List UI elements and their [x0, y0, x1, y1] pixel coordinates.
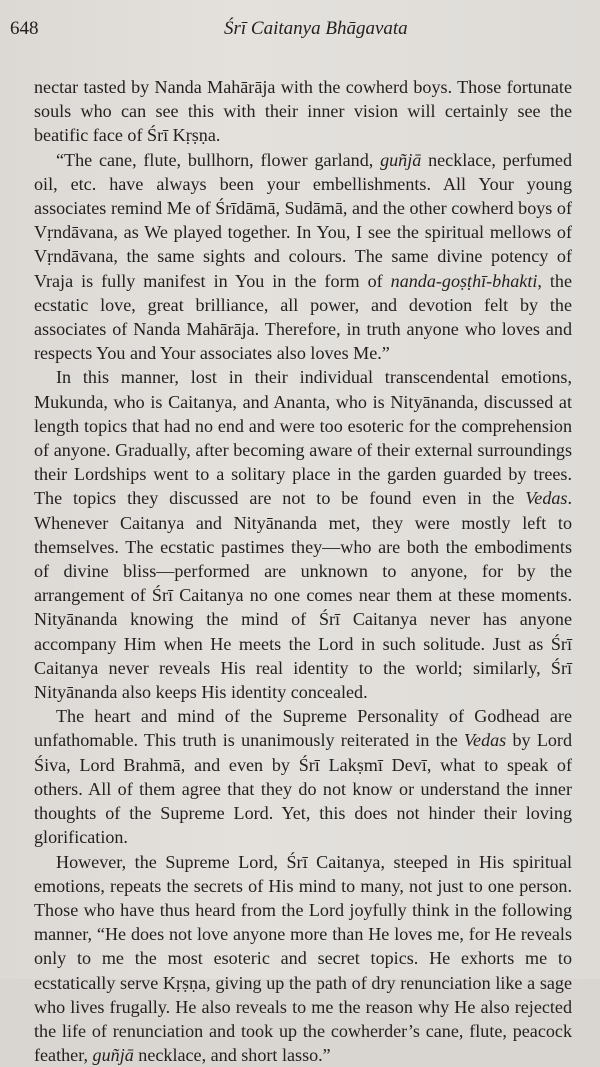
- text-run: The heart and mind of the Supreme Personality of Godhead are unfathomable. This truth is unanimously reiterated in the: [34, 706, 572, 750]
- paragraph: [34, 704, 572, 849]
- italic-term: Vedas: [464, 730, 506, 750]
- text-run: necklace, perfumed oil, etc. have always been your embellishments. All Your young associates remind Me of Śrīdāmā, Sudāmā, and the other cowherd boys of Vṛndāvana, as We played together. In You, I see the spiritual mellows of Vṛndāvana, the same sights and colours. The same divine potency of Vraja is fully manifest in You in the form of: [34, 150, 572, 291]
- text-run: However, the Supreme Lord, Śrī Caitanya, steeped in His spiritual emotions, repeats the secrets of His mind to many, not just to one person. Those who have thus heard from the Lord joyfully think in the following manner, “He does not love anyone more than He loves me, for He reveals only to me the most esoteric and secret topics. He exhorts me to ecstatically serve Kṛṣṇa, giving up the path of dry renunciation like a sage who lives frugally. He also reveals to me the reason why He also rejected the life of renunciation and took up the cowherder’s cane, flute, peacock feather,: [34, 852, 572, 1066]
- paragraph: [34, 75, 572, 148]
- text-run: by Lord Śiva, Lord Brahmā, and even by Śrī Lakṣmī Devī, what to speak of others. All of them agree that they do not know or understand the inner thoughts of the Supreme Lord. Yet, this does not hinder their loving glorification.: [34, 730, 572, 847]
- text-run: , the ecstatic love, great brilliance, all power, and devotion felt by the associates of Nanda Mahārāja. Therefore, in truth anyone who loves and respects You and Your associates also loves Me.”: [34, 271, 572, 364]
- page-number: 648: [10, 18, 39, 40]
- italic-term: guñjā: [380, 150, 421, 170]
- italic-term: nanda-goṣṭhī-bhakti: [391, 271, 538, 291]
- text-run: . Whenever Caitanya and Nityānanda met, they were mostly left to themselves. The ecstatic pastimes they—who are both the embodiments of divine bliss—performed are unknown to anyone, for by the arrangement of Śrī Caitanya no one comes near them at these moments. Nityānanda knowing the mind of Śrī Caitanya never has anyone accompany Him when He meets the Lord in such solitude. Just as Śrī Caitanya never reveals His real identity to the world; similarly, Śrī Nityānanda also keeps His identity concealed.: [34, 488, 572, 702]
- text-run: nectar tasted by Nanda Mahārāja with the cowherd boys. Those fortunate souls who can see this with their inner vision will certainly see the beatific face of Śrī Kṛṣṇa.: [34, 77, 572, 145]
- page-header: [10, 18, 582, 44]
- italic-term: Vedas: [525, 488, 567, 508]
- text-run: necklace, and short lasso.”: [134, 1045, 331, 1065]
- text-run: In this manner, lost in their individual transcendental emotions, Mukunda, who is Caitanya, and Ananta, who is Nityānanda, discussed at length topics that had no end and were too esoteric for the comprehension of anyone. Gradually, after becoming aware of their external surroundings their Lordships went to a solitary place in the garden guarded by trees. The topics they discussed are not to be found even in the: [34, 367, 572, 508]
- paragraph: [34, 850, 572, 1067]
- paragraph: [34, 148, 572, 366]
- running-title: Śrī Caitanya Bhāgavata: [224, 18, 408, 40]
- italic-term: guñjā: [93, 1045, 134, 1065]
- text-run: “The cane, flute, bullhorn, flower garland,: [56, 150, 380, 170]
- paragraph: [34, 365, 572, 704]
- body-text: [34, 75, 572, 1067]
